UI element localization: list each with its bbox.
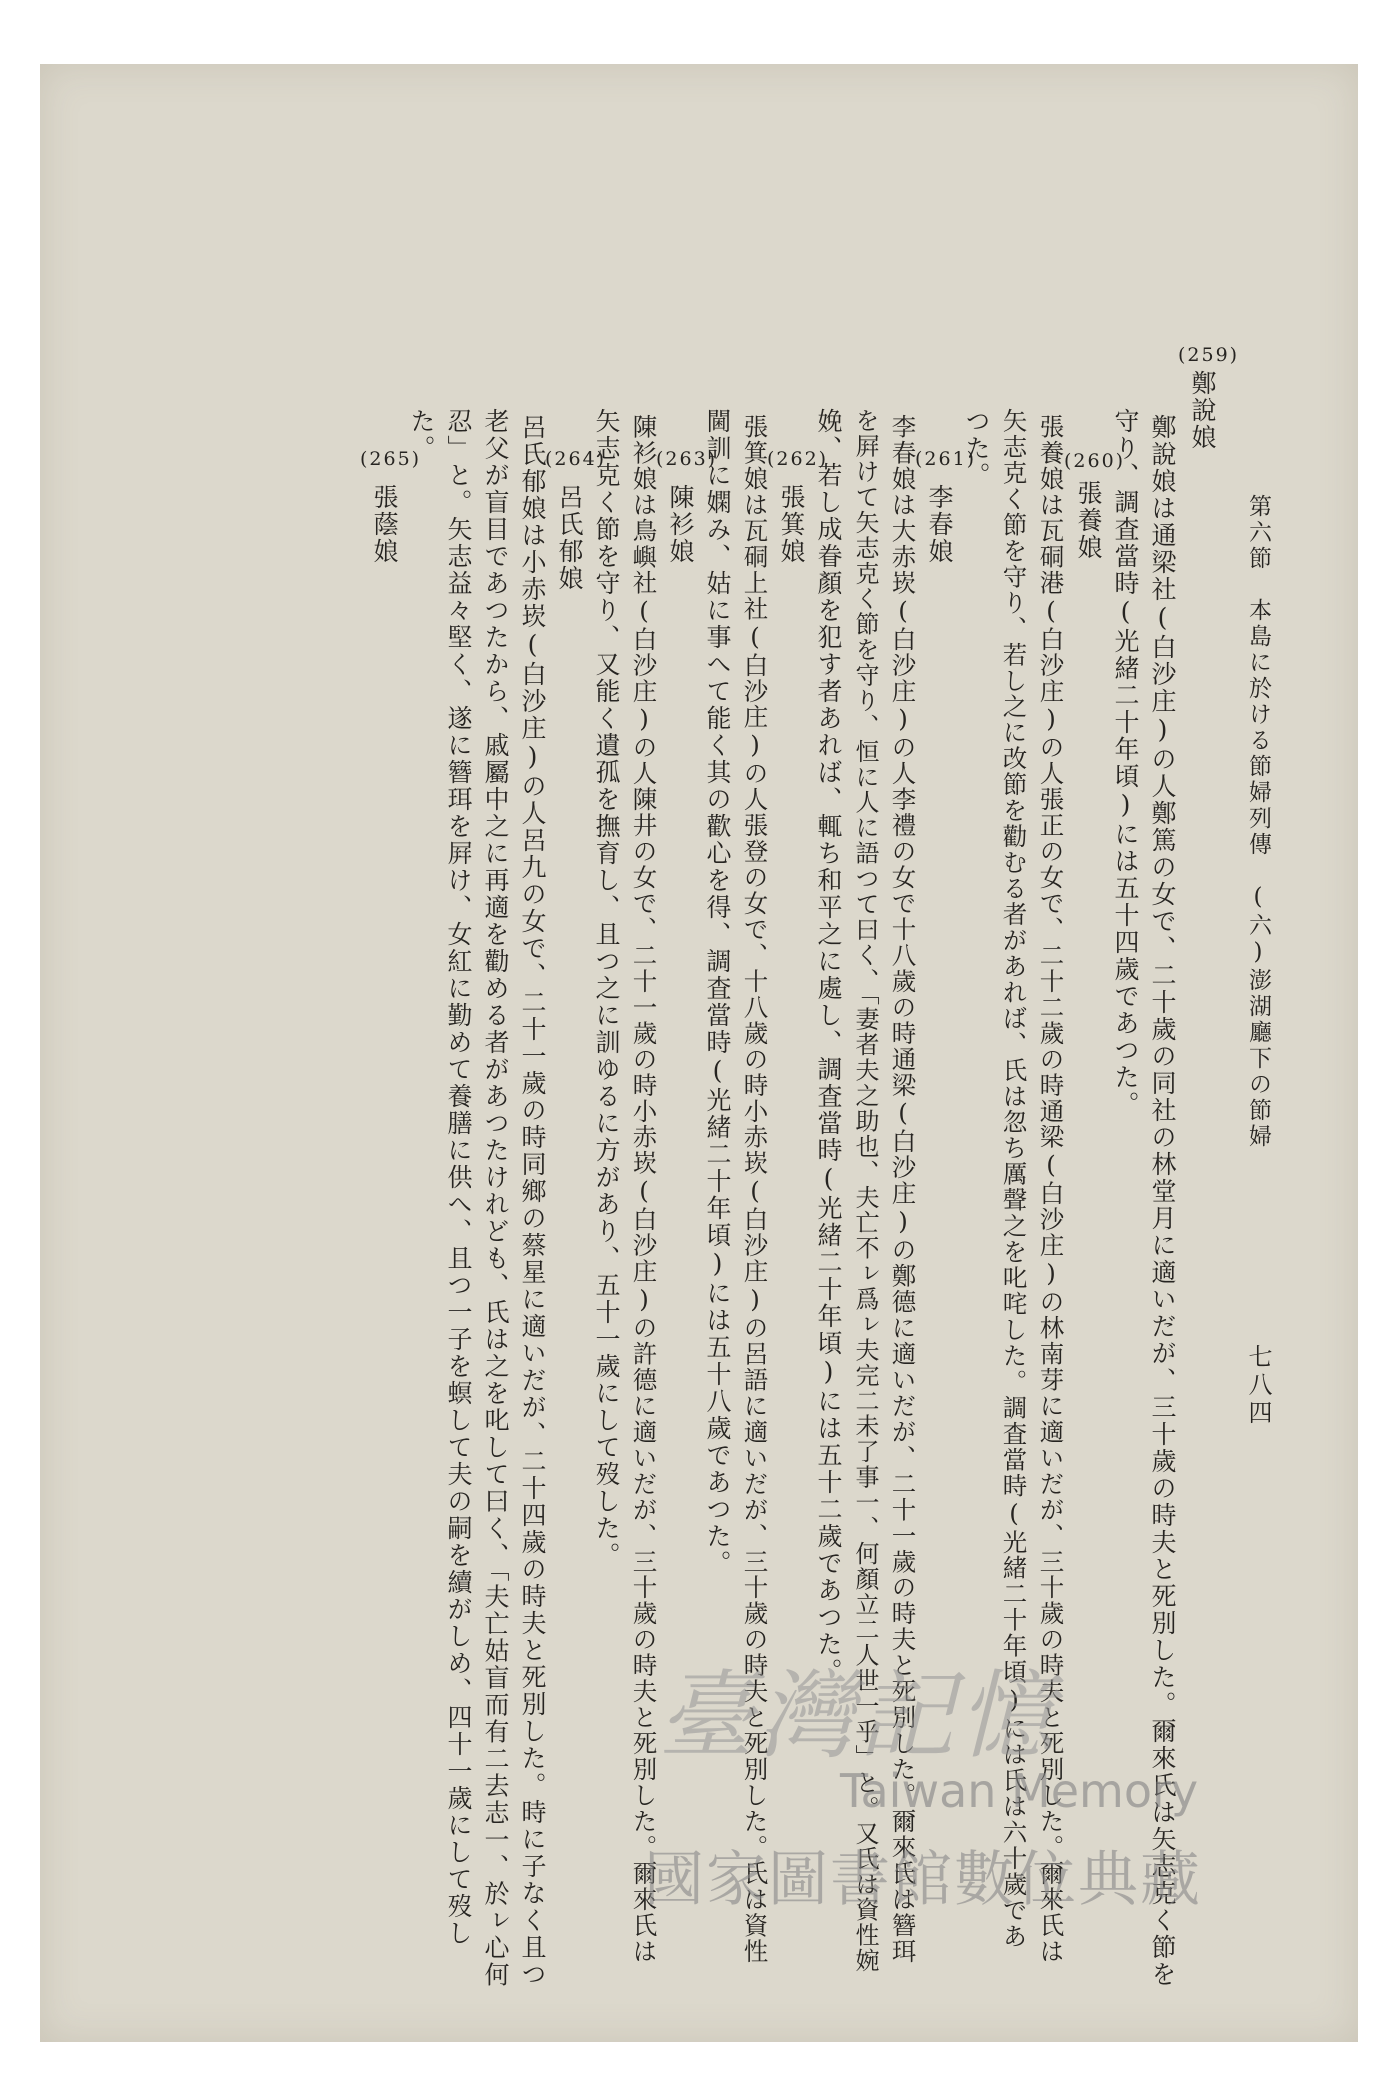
body-line: 陳衫娘は鳥嶼社(白沙庄)の人陳井の女で、二十一歲の時小赤崁(白沙庄)の許德に適いだが、三十歲の時夫と死別した。爾來氏は [629, 414, 659, 1965]
body-line: 鄭說娘は通梁社(白沙庄)の人鄭篤の女で、二十歲の同社の林堂月に適いだが、三十歲の時夫と死別した。爾來氏は矢志克く節を [1148, 414, 1177, 1988]
entry-name: 鄭說娘 [1188, 370, 1217, 451]
entry-number: (265) [360, 448, 422, 470]
body-line: 矢志克く節を守り、又能く遺孤を撫育し、且つ之に訓ゆるに方があり、五十一歲にして歿した。 [592, 408, 621, 1569]
body-line: 矢志克く節を守り、若し之に改節を勸むる者があれば、氏は忽ち厲聲之を叱咤した。調査當時(光緒二十年頃)には氏は六十歲であ [999, 408, 1029, 1950]
body-line: 李春娘は大赤崁(白沙庄)の人李禮の女で十八歲の時通梁(白沙庄)の鄭德に適いだが、二十一歲の時夫と死別した。爾來氏は簪珥 [888, 414, 918, 1965]
watermark-logo: 臺灣記憶 [658, 1660, 1058, 1772]
entry-number: (259) [1178, 344, 1240, 366]
body-line: 娩、若し成眷顏を犯す者あれば、輒ち和平之に處し、調査當時(光緒二十年頃)には五十二歲であつた。 [814, 408, 843, 1685]
book-page [40, 64, 1358, 2042]
entry-title-264 [545, 448, 607, 592]
entry-number: (261) [915, 448, 977, 470]
body-line: 老父が盲目であつたから、戚屬中之に再適を勸める者があつたけれども、氏は之を叱して曰く、「夫亡姑盲而有二去志一、於ㇾ心何 [481, 408, 510, 1989]
body-line: た。 [407, 408, 436, 462]
entry-name: 呂氏郁娘 [555, 484, 584, 592]
body-line: 呂氏郁娘は小赤崁(白沙庄)の人呂九の女で、二十一歲の時同鄉の蔡星に適いだが、二十四歲の時夫と死別した。時に子なく且つ [518, 414, 547, 1988]
body-line: 閫訓に嫻み、姑に事へて能く其の歡心を得、調査當時(光緒二十年頃)には五十八歲であつた。 [703, 408, 732, 1577]
entry-number: (263) [656, 448, 718, 470]
entry-number: (260) [1064, 450, 1126, 472]
running-head: 第六節 本島に於ける節婦列傳 (六)澎湖廳下の節婦 [1245, 494, 1271, 1150]
entry-name: 張箕娘 [777, 484, 806, 565]
body-line: 守り、調査當時(光緒二十年頃)には五十四歲であつた。 [1111, 408, 1140, 1118]
entry-title-260 [1064, 450, 1126, 561]
body-line: 張箕娘は瓦硐上社(白沙庄)の人張登の女で、十八歲の時小赤崁(白沙庄)の呂語に適いだが、三十歲の時夫と死別した。氏は資性 [740, 414, 770, 1965]
entry-title-263 [656, 448, 718, 565]
watermark-library: 國家圖書館數位典藏 [644, 1845, 1202, 1915]
entry-title-262 [767, 448, 829, 565]
entry-name: 李春娘 [925, 484, 954, 565]
body-line: つた。 [962, 408, 991, 489]
body-line: 忍」と。矢志益々堅く、遂に簪珥を屛け、女紅に勤めて養膳に供へ、且つ一子を螟して夫の嗣を續がしめ、四十一歲にして歿し [444, 408, 473, 1947]
page-number: 七八四 [1244, 1344, 1272, 1428]
entry-title-265 [360, 448, 422, 565]
entry-name: 張蔭娘 [370, 484, 399, 565]
body-line: 張養娘は瓦硐港(白沙庄)の人張正の女で、二十二歲の時通梁(白沙庄)の林南芽に適いだが、三十歲の時夫と死別した。爾來氏は [1036, 414, 1066, 1965]
entry-number: (262) [767, 448, 829, 470]
entry-number: (264) [545, 448, 607, 470]
watermark-latin: Taiwan Memory [840, 1764, 1199, 1818]
entry-title-261 [915, 448, 977, 565]
entry-name: 陳衫娘 [666, 484, 695, 565]
entry-name: 張養娘 [1074, 480, 1103, 561]
body-line: を屛けて矢志克く節を守り、恒に人に語つて曰く、「妻者夫之助也、夫亡不ㇾ爲ㇾ夫完二未了事一、何顏立二人世一乎」と。又氏は資性婉 [851, 408, 879, 1974]
entry-title-259 [1178, 344, 1240, 451]
